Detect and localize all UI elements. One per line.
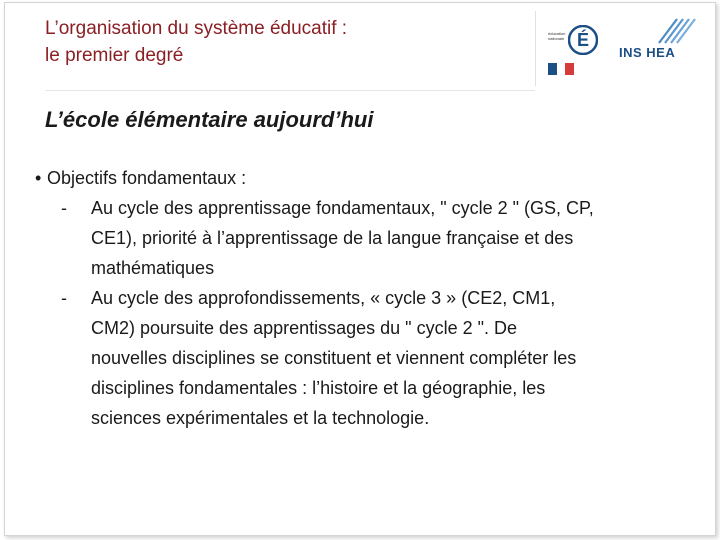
ministry-logo-text: éducation nationale (548, 31, 566, 41)
list-item-text (91, 193, 700, 283)
svg-text:É: É (576, 30, 590, 50)
bullet-heading-row (35, 163, 700, 193)
inshea-logo-text: INS HEA (619, 45, 676, 60)
bullet-heading: Objectifs fondamentaux : (47, 168, 247, 188)
list-item (61, 283, 700, 433)
dash-marker: - (61, 288, 67, 308)
list-item-text (91, 283, 700, 433)
list-item-line: disciplines fondamentales : l’histoire et la géographie, les (91, 378, 546, 398)
list-item-line: Au cycle des approfondissements, « cycle 3 » (CE2, CM1, (91, 288, 556, 308)
list-item-line: nouvelles disciplines se constituent et viennent compléter les (91, 348, 577, 368)
header-divider (45, 90, 535, 91)
letter-e-logo-icon (568, 25, 598, 55)
section-title: L’école élémentaire aujourd’hui (45, 107, 374, 132)
list-item-line: CE1), priorité à l’apprentissage de la langue française et des (91, 228, 574, 248)
list-item (61, 193, 700, 283)
inshea-stripes-icon (619, 15, 709, 45)
french-flag-icon (548, 63, 574, 75)
header-title-line-2: le premier degré (45, 45, 184, 66)
slide-header-title (45, 15, 347, 69)
dash-marker: - (61, 198, 67, 218)
list-item-line: sciences expérimentales et la technologie. (91, 408, 430, 428)
list-item-line: mathématiques (91, 258, 215, 278)
slide (4, 2, 716, 536)
bullet-icon: • (35, 168, 42, 188)
header-title-line-1: L’organisation du système éducatif : (45, 18, 348, 39)
slide-content (35, 163, 700, 433)
list-item-line: Au cycle des apprentissage fondamentaux, " cycle 2 " (GS, CP, (91, 198, 594, 218)
list-item-line: CM2) poursuite des apprentissages du " cycle 2 ". De (91, 318, 517, 338)
logo-area (535, 11, 716, 86)
inshea-logo (619, 15, 709, 63)
